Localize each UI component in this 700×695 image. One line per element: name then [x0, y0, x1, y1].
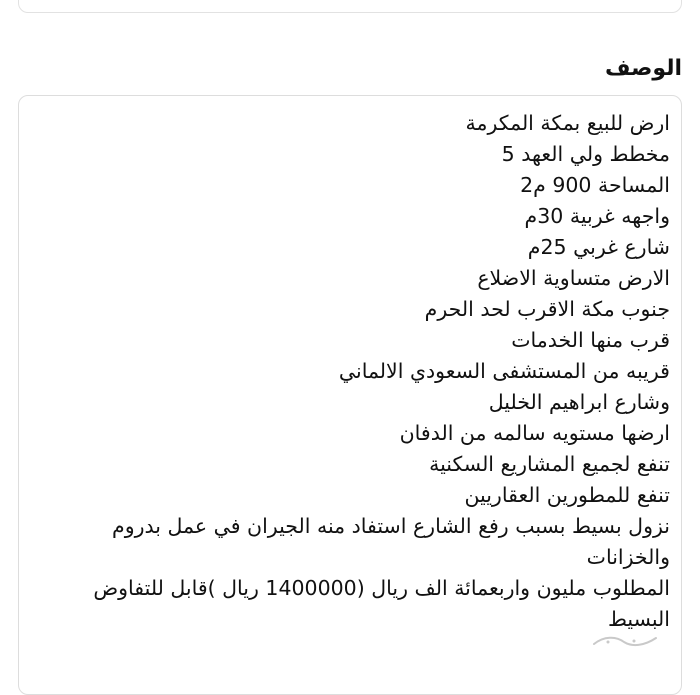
description-line: المطلوب مليون واربعمائة الف ريال (1400000 ريال )قابل للتفاوض البسيط	[93, 576, 670, 631]
description-line: وشارع ابراهيم الخليل	[488, 390, 670, 414]
description-heading: الوصف	[604, 56, 682, 81]
description-line: قريبه من المستشفى السعودي الالماني	[338, 359, 670, 383]
previous-section-card	[18, 0, 682, 13]
description-line: واجهه غربية 30م	[524, 204, 670, 228]
description-line: ارض للبيع بمكة المكرمة	[465, 111, 670, 135]
description-line: تنفع للمطورين العقاريين	[464, 483, 670, 507]
watermark-logo-icon	[590, 632, 660, 648]
description-line: ارضها مستويه سالمه من الدفان	[399, 421, 670, 445]
description-line: المساحة 900 م2	[520, 173, 670, 197]
description-line: جنوب مكة الاقرب لحد الحرم	[424, 297, 670, 321]
description-line: شارع غربي 25م	[527, 235, 670, 259]
description-text	[52, 108, 670, 635]
description-line: قرب منها الخدمات	[511, 328, 670, 352]
description-line: نزول بسيط بسبب رفع الشارع استفاد منه الجيران في عمل بدروم والخزانات	[112, 514, 670, 569]
description-line: تنفع لجميع المشاريع السكنية	[429, 452, 670, 476]
description-line: مخطط ولي العهد 5	[501, 142, 670, 166]
description-line: الارض متساوية الاضلاع	[477, 266, 670, 290]
